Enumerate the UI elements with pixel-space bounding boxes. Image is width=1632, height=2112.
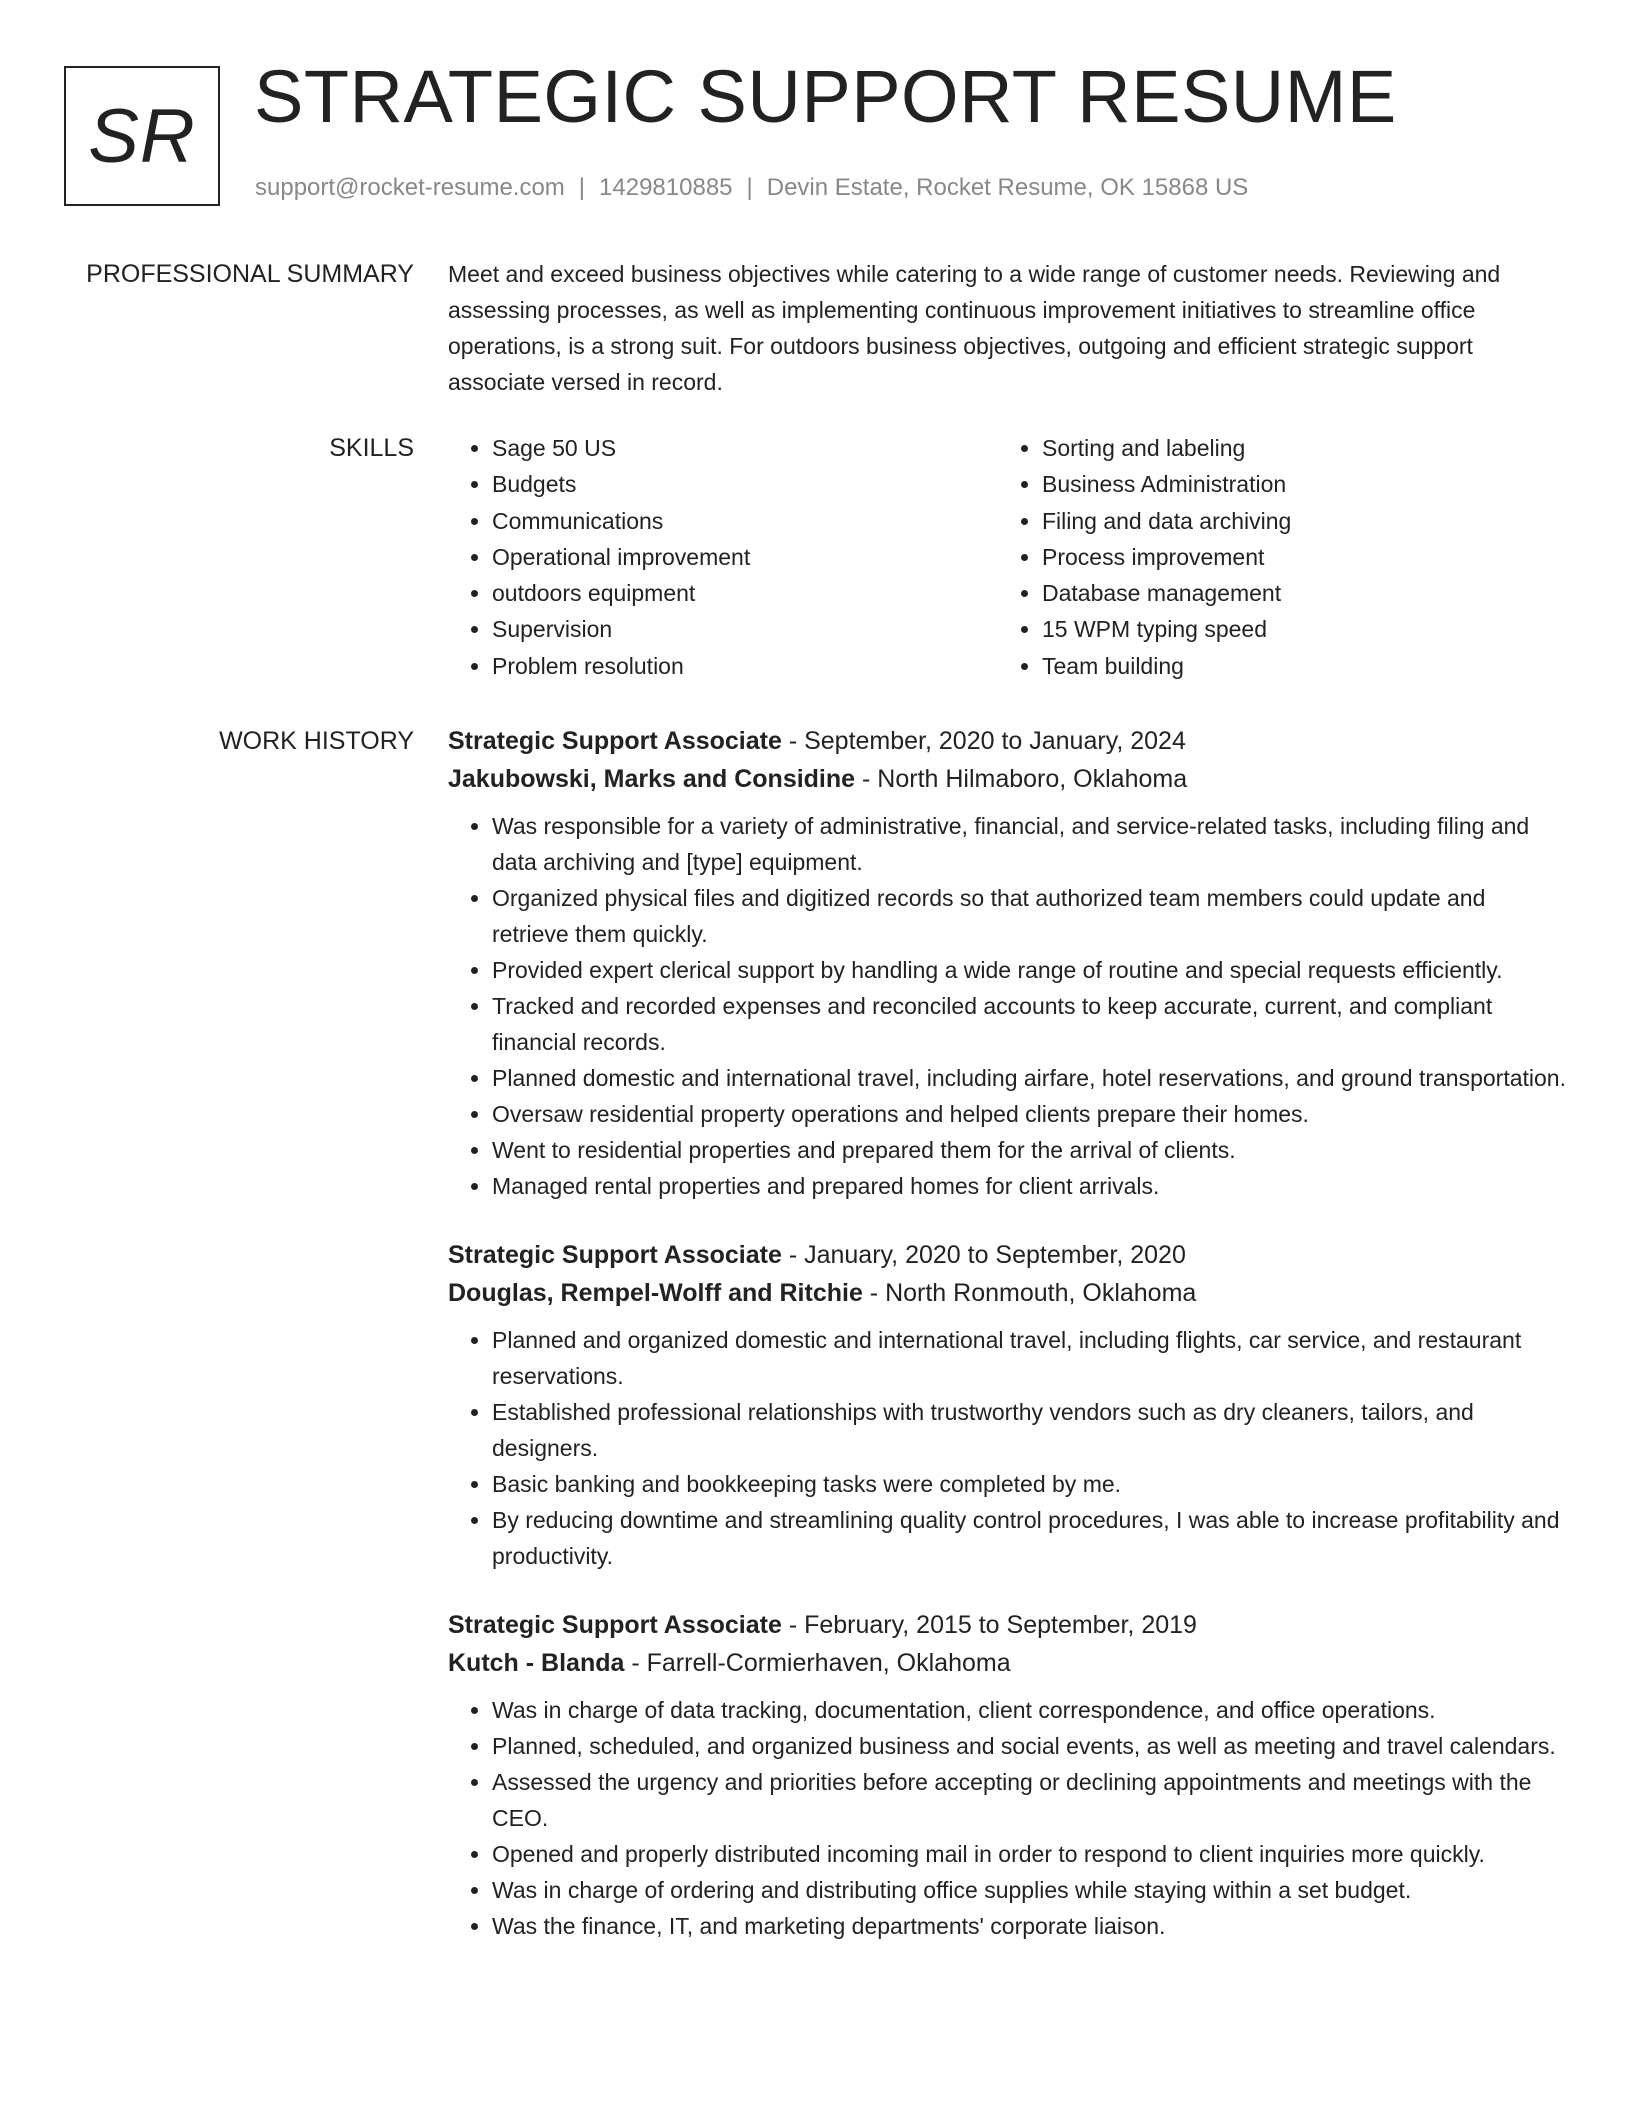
job-bullet: • Was the finance, IT, and marketing departments' corporate liaison. — [492, 1908, 1568, 1944]
job-dates: September, 2020 to January, 2024 — [804, 727, 1186, 755]
skills-heading: SKILLS — [329, 434, 414, 462]
job-company: Douglas, Rempel-Wolff and Ritchie — [448, 1279, 863, 1307]
job-bullet: • Planned, scheduled, and organized business and social events, as well as meeting and travel calendars. — [492, 1728, 1568, 1764]
skills-list-left — [448, 430, 998, 684]
job-title: Strategic Support Associate — [448, 1611, 782, 1639]
job-location: Farrell-Cormierhaven, Oklahoma — [646, 1649, 1011, 1677]
skill-item: • Sorting and labeling — [1042, 430, 1548, 466]
job-bullet: • Was responsible for a variety of administrative, financial, and service-related tasks, including filing and data archiving and [type] equipment. — [492, 808, 1568, 880]
job-bullet: • Established professional relationships with trustworthy vendors such as dry cleaners, tailors, and designers. — [492, 1394, 1568, 1466]
job-entry — [448, 1236, 1568, 1574]
job-location: North Hilmaboro, Oklahoma — [877, 765, 1188, 793]
job-location-prefix: - — [855, 765, 878, 793]
job-bullet: • Managed rental properties and prepared homes for client arrivals. — [492, 1168, 1568, 1204]
job-bullet: • Provided expert clerical support by handling a wide range of routine and special requests efficiently. — [492, 952, 1568, 988]
job-bullet: • Basic banking and bookkeeping tasks were completed by me. — [492, 1466, 1568, 1502]
contact-phone: 1429810885 — [599, 174, 733, 201]
skill-item: • outdoors equipment — [492, 575, 998, 611]
job-entry — [448, 722, 1568, 1204]
job-location: North Ronmouth, Oklahoma — [885, 1279, 1197, 1307]
job-bullet-list — [448, 1692, 1568, 1944]
contact-line — [255, 174, 1248, 202]
job-bullet: • Was in charge of ordering and distributing office supplies while staying within a set budget. — [492, 1872, 1568, 1908]
skill-item: • Problem resolution — [492, 648, 998, 684]
job-company-line — [448, 760, 1568, 798]
job-bullet: • By reducing downtime and streamlining quality control procedures, I was able to increase profitability and productivity. — [492, 1502, 1568, 1574]
skills-grid — [448, 430, 1568, 684]
skill-item: • Budgets — [492, 466, 998, 502]
skill-item: • 15 WPM typing speed — [1042, 611, 1548, 647]
resume-title: STRATEGIC SUPPORT RESUME — [254, 55, 1397, 138]
job-location-prefix: - — [624, 1649, 647, 1677]
work-history-heading: WORK HISTORY — [219, 727, 414, 755]
skill-item: • Filing and data archiving — [1042, 503, 1548, 539]
skills-list-right — [998, 430, 1548, 684]
summary-body — [448, 256, 1568, 400]
skills-body — [448, 430, 1568, 684]
skill-item: • Team building — [1042, 648, 1548, 684]
job-company-line — [448, 1644, 1568, 1682]
job-bullet: • Was in charge of data tracking, documentation, client correspondence, and office operations. — [492, 1692, 1568, 1728]
job-location-prefix: - — [862, 1279, 886, 1307]
job-entry — [448, 1606, 1568, 1944]
job-title-line — [448, 722, 1568, 760]
contact-separator: | — [746, 174, 753, 201]
job-company-line — [448, 1274, 1568, 1312]
job-dates-prefix: - — [781, 727, 805, 755]
contact-email: support@rocket-resume.com — [255, 174, 565, 201]
job-bullet: • Went to residential properties and prepared them for the arrival of clients. — [492, 1132, 1568, 1168]
job-bullet: • Organized physical files and digitized records so that authorized team members could update and retrieve them quickly. — [492, 880, 1568, 952]
skill-item: • Process improvement — [1042, 539, 1548, 575]
job-dates-prefix: - — [781, 1241, 805, 1269]
job-title: Strategic Support Associate — [448, 1241, 782, 1269]
summary-text: Meet and exceed business objectives while catering to a wide range of customer needs. Reviewing and assessing processes, as well as implementing continuous improvement initiatives to streamline office operations, is a strong suit. For outdoors business objectives, outgoing and efficient strategic support associate versed in record. — [448, 261, 1501, 395]
skill-item: • Supervision — [492, 611, 998, 647]
skill-item: • Database management — [1042, 575, 1548, 611]
summary-heading: PROFESSIONAL SUMMARY — [86, 260, 414, 288]
skill-item: • Communications — [492, 503, 998, 539]
job-bullet: • Planned domestic and international travel, including airfare, hotel reservations, and ground transportation. — [492, 1060, 1568, 1096]
contact-separator: | — [578, 174, 586, 201]
skill-item: • Operational improvement — [492, 539, 998, 575]
job-company: Kutch - Blanda — [448, 1649, 625, 1677]
job-dates: January, 2020 to September, 2020 — [804, 1241, 1186, 1269]
job-title-line — [448, 1236, 1568, 1274]
job-bullet: • Planned and organized domestic and international travel, including flights, car service, and restaurant reservations. — [492, 1322, 1568, 1394]
job-bullet-list — [448, 808, 1568, 1204]
job-bullet: • Assessed the urgency and priorities before accepting or declining appointments and meetings with the CEO. — [492, 1764, 1568, 1836]
job-bullet-list — [448, 1322, 1568, 1574]
job-dates: February, 2015 to September, 2019 — [804, 1611, 1197, 1639]
job-bullet: • Oversaw residential property operations and helped clients prepare their homes. — [492, 1096, 1568, 1132]
monogram-badge: SR — [64, 66, 220, 206]
job-company: Jakubowski, Marks and Considine — [448, 765, 856, 793]
skill-item: • Business Administration — [1042, 466, 1548, 502]
job-title-line — [448, 1606, 1568, 1644]
job-dates-prefix: - — [781, 1611, 805, 1639]
job-title: Strategic Support Associate — [448, 727, 782, 755]
skill-item: • Sage 50 US — [492, 430, 998, 466]
job-bullet: • Opened and properly distributed incoming mail in order to respond to client inquiries more quickly. — [492, 1836, 1568, 1872]
contact-address: Devin Estate, Rocket Resume, OK 15868 US — [766, 174, 1249, 201]
job-bullet: • Tracked and recorded expenses and reconciled accounts to keep accurate, current, and compliant financial records. — [492, 988, 1568, 1060]
work-history-body — [448, 722, 1568, 1976]
